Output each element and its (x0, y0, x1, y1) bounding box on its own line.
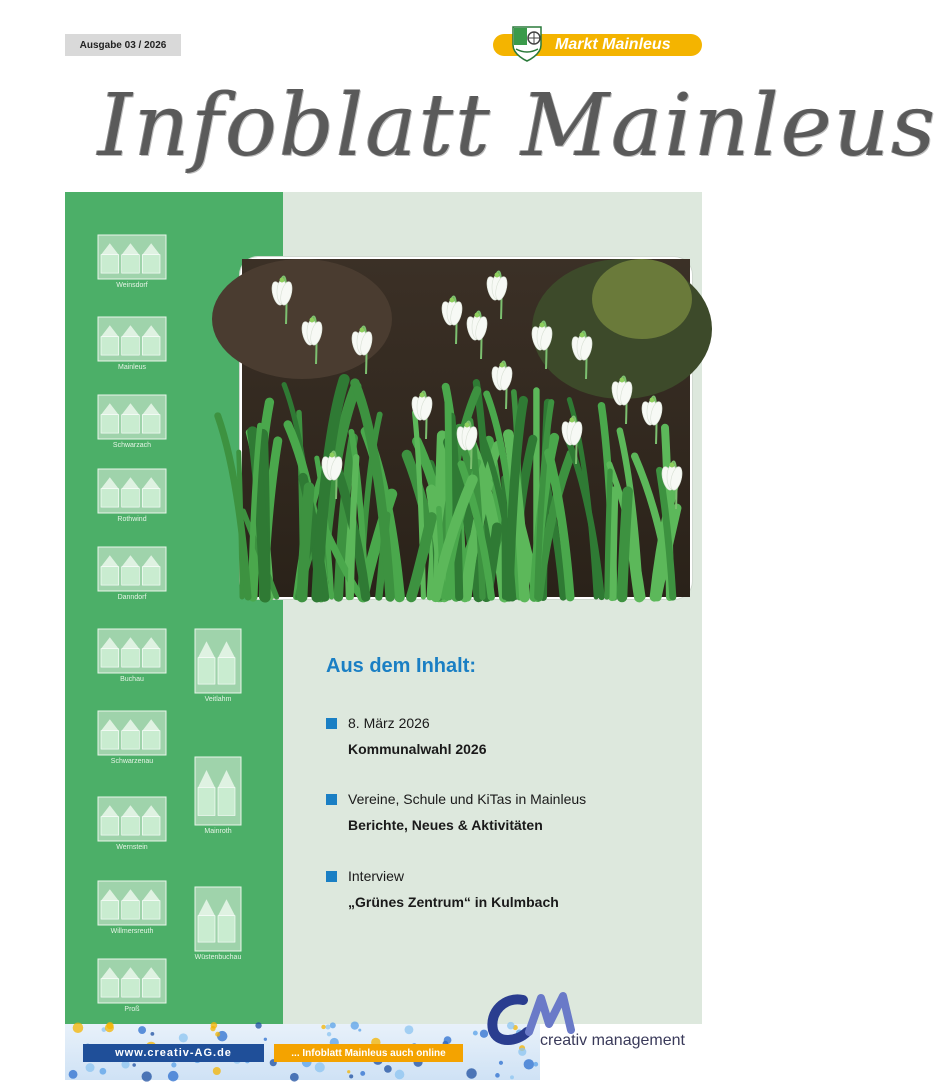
village-name: Schwarzenau (110, 758, 154, 765)
village-sketch-icon (97, 468, 167, 514)
village-name: Danndorf (117, 594, 147, 601)
bullet-icon (326, 871, 337, 882)
village-name: Willmersreuth (110, 928, 154, 935)
village-sketch-icon (194, 886, 242, 952)
village-thumbnail (97, 796, 167, 851)
bullet-icon (326, 718, 337, 729)
village-thumbnail (97, 710, 167, 765)
village-name: Buchau (120, 676, 144, 683)
village-sketch-icon (97, 546, 167, 592)
cover-photo-snowdrops (240, 257, 692, 599)
company-name: creativ management (540, 1032, 685, 1049)
village-sketch-icon (194, 628, 242, 694)
publication-title: Infoblatt Mainleus (98, 76, 937, 176)
village-thumbnail (97, 468, 167, 523)
toc-item-date: 8. März 2026 (348, 715, 430, 731)
village-name: Rothwind (117, 516, 147, 523)
village-thumbnail (194, 628, 242, 703)
village-thumbnail (194, 756, 242, 835)
toc-item-topic: Interview (348, 868, 405, 884)
village-name: Veitlahm (204, 696, 232, 703)
village-thumbnail (194, 886, 242, 961)
website-link[interactable]: www.creativ-AG.de (83, 1044, 264, 1062)
village-sketch-icon (97, 394, 167, 440)
village-sketch-icon (97, 234, 167, 280)
village-sketch-icon (97, 796, 167, 842)
toc-item-title: Kommunalwahl 2026 (348, 741, 487, 757)
village-thumbnail (97, 958, 167, 1013)
village-thumbnail (97, 316, 167, 371)
village-name: Schwarzach (112, 442, 152, 449)
village-name: Proß (124, 1006, 140, 1013)
snowdrops-image (242, 259, 690, 597)
village-thumbnail (97, 546, 167, 601)
bullet-icon (326, 794, 337, 805)
toc-item-topic: Vereine, Schule und KiTas in Mainleus (348, 791, 587, 807)
village-sketch-icon (194, 756, 242, 826)
village-sketch-icon (97, 880, 167, 926)
village-thumbnail (97, 234, 167, 289)
municipal-crest-icon (511, 25, 543, 63)
village-name: Wüstenbuchau (194, 954, 242, 961)
online-notice: ... Infoblatt Mainleus auch online (274, 1044, 463, 1062)
village-name: Wernstein (116, 844, 148, 851)
village-sketch-icon (97, 710, 167, 756)
village-sketch-icon (97, 316, 167, 362)
brand-name: Markt Mainleus (555, 36, 671, 53)
village-sketch-icon (97, 958, 167, 1004)
village-name: Mainroth (204, 828, 232, 835)
toc-item-title: „Grünes Zentrum“ in Kulmbach (348, 894, 559, 910)
brand-badge (493, 34, 702, 56)
village-thumbnail (97, 394, 167, 449)
toc-item-title: Berichte, Neues & Aktivitäten (348, 817, 543, 833)
village-thumbnail (97, 880, 167, 935)
village-name: Weinsdorf (116, 282, 148, 289)
village-thumbnail (97, 628, 167, 683)
village-sketch-icon (97, 628, 167, 674)
issue-label: Ausgabe 03 / 2026 (65, 34, 181, 56)
village-name: Mainleus (117, 364, 146, 371)
toc-heading: Aus dem Inhalt: (326, 655, 477, 677)
